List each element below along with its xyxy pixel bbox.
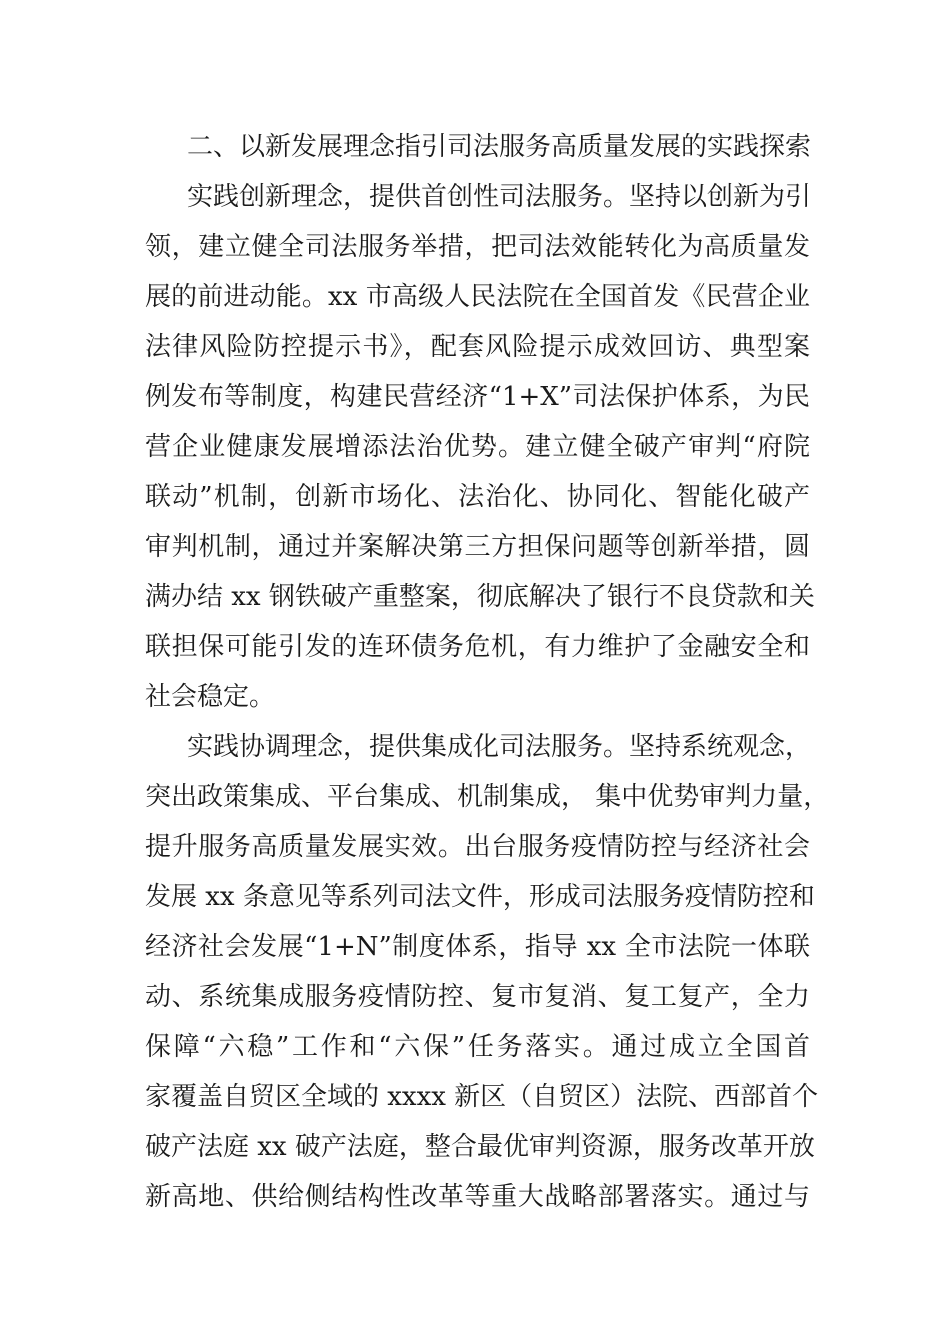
paragraph1-line-5: 例发布等制度，构建民营经济“1+X”司法保护体系，为民 (145, 382, 810, 412)
paragraph1-line-10: 联担保可能引发的连环债务危机，有力维护了金融安全和 (145, 632, 810, 662)
paragraph1-line-4: 法律风险防控提示书》，配套风险提示成效回访、典型案 (145, 332, 810, 362)
paragraph1-line-6: 营企业健康发展增添法治优势。建立健全破产审判“府院 (145, 432, 810, 462)
paragraph2-line-5: 经济社会发展“1+N”制度体系，指导 xx 全市法院一体联 (145, 932, 810, 962)
paragraph1-line-9: 满办结 xx 钢铁破产重整案，彻底解决了银行不良贷款和关 (145, 582, 815, 612)
section-heading: 二、以新发展理念指引司法服务高质量发展的实践探索 (187, 132, 812, 162)
paragraph2-line-2: 突出政策集成、平台集成、机制集成， 集中优势审判力量， (145, 782, 830, 812)
paragraph1-line-1: 实践创新理念，提供首创性司法服务。坚持以创新为引 (187, 182, 812, 212)
paragraph1-line-2: 领，建立健全司法服务举措，把司法效能转化为高质量发 (145, 232, 810, 262)
paragraph2-line-8: 家覆盖自贸区全域的 xxxx 新区（自贸区）法院、西部首个 (145, 1082, 819, 1112)
paragraph2-line-4: 发展 xx 条意见等系列司法文件，形成司法服务疫情防控和 (145, 882, 815, 912)
paragraph2-line-9: 破产法庭 xx 破产法庭，整合最优审判资源，服务改革开放 (145, 1132, 815, 1162)
paragraph1-line-7: 联动”机制，创新市场化、法治化、协同化、智能化破产 (145, 482, 810, 512)
paragraph2-line-3: 提升服务高质量发展实效。出台服务疫情防控与经济社会 (145, 832, 810, 862)
paragraph2-line-10: 新高地、供给侧结构性改革等重大战略部署落实。通过与 (145, 1182, 810, 1212)
paragraph2-line-1: 实践协调理念，提供集成化司法服务。坚持系统观念， (187, 732, 812, 762)
document-body (145, 122, 830, 1222)
paragraph2-line-7: 保障“六稳”工作和“六保”任务落实。通过成立全国首 (145, 1032, 810, 1062)
paragraph1-line-11: 社会稳定。 (145, 682, 276, 712)
paragraph2-line-6: 动、系统集成服务疫情防控、复市复消、复工复产，全力 (145, 982, 810, 1012)
paragraph1-line-8: 审判机制，通过并案解决第三方担保问题等创新举措，圆 (145, 532, 810, 562)
paragraph1-line-3: 展的前进动能。xx 市高级人民法院在全国首发《民营企业 (145, 282, 810, 312)
